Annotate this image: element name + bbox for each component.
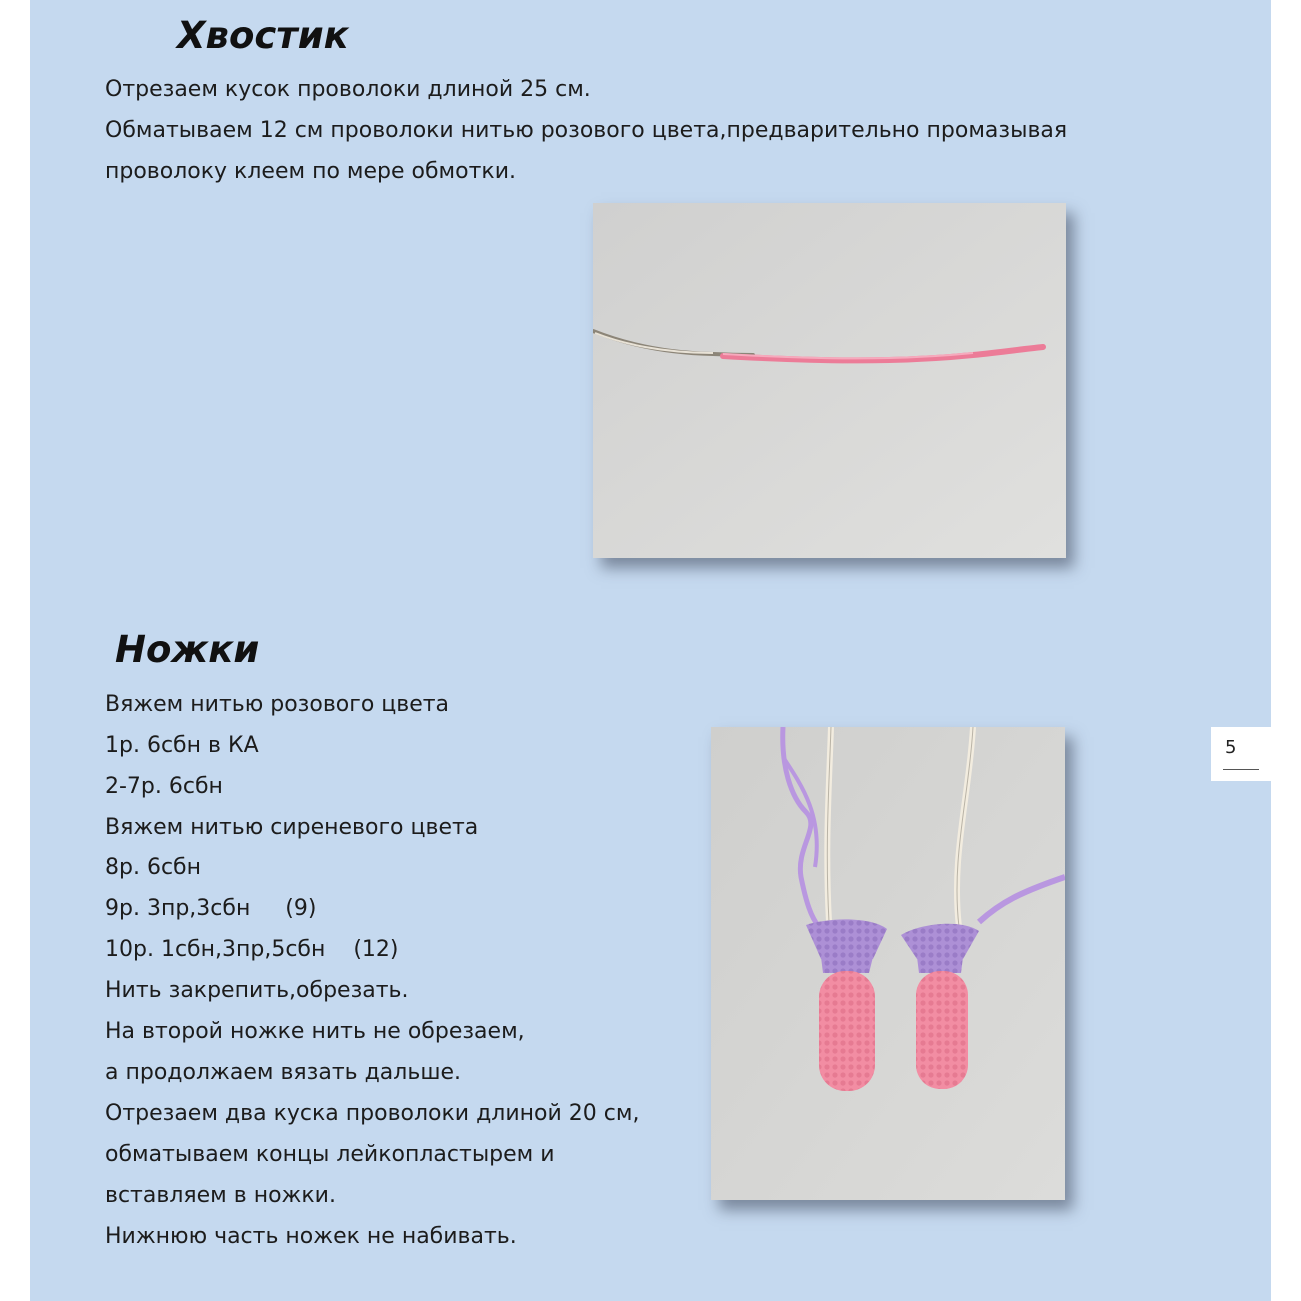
legs-text-line: Отрезаем два куска проволоки длиной 20 см, [105, 1101, 640, 1126]
legs-text-line: Вяжем нитью розового цвета [105, 692, 450, 717]
tail-text-line: проволоку клеем по мере обмотки. [105, 159, 517, 184]
legs-text-line: обматываем концы лейкопластырем и [105, 1142, 555, 1167]
legs-text-line: 1р. 6сбн в КА [105, 733, 259, 758]
crochet-legs-photo [711, 727, 1065, 1200]
legs-text-line: 10р. 1сбн,3пр,5сбн (12) [105, 937, 399, 962]
legs-text-line: вставляем в ножки. [105, 1183, 336, 1208]
legs-text-line: 9р. 3пр,3сбн (9) [105, 896, 317, 921]
tail-wire-photo [593, 203, 1066, 558]
legs-text-line: 8р. 6сбн [105, 855, 201, 880]
legs-text-line: а продолжаем вязать дальше. [105, 1060, 461, 1085]
tail-text-line: Обматываем 12 см проволоки нитью розового цвета,предварительно промазывая [105, 118, 1068, 143]
tail-section-title: Хвостик [177, 14, 349, 57]
legs-text-line: Нижнюю часть ножек не набивать. [105, 1224, 517, 1249]
legs-text-line: 2-7р. 6сбн [105, 774, 223, 799]
page-number-box [1211, 727, 1271, 781]
page-number-rule [1223, 769, 1259, 770]
legs-text-line: На второй ножке нить не обрезаем, [105, 1019, 525, 1044]
legs-section-title: Ножки [115, 628, 260, 671]
legs-text-line: Вяжем нитью сиреневого цвета [105, 815, 479, 840]
tail-text-line: Отрезаем кусок проволоки длиной 25 см. [105, 77, 591, 102]
page-number: 5 [1225, 737, 1237, 758]
legs-text-line: Нить закрепить,обрезать. [105, 978, 409, 1003]
